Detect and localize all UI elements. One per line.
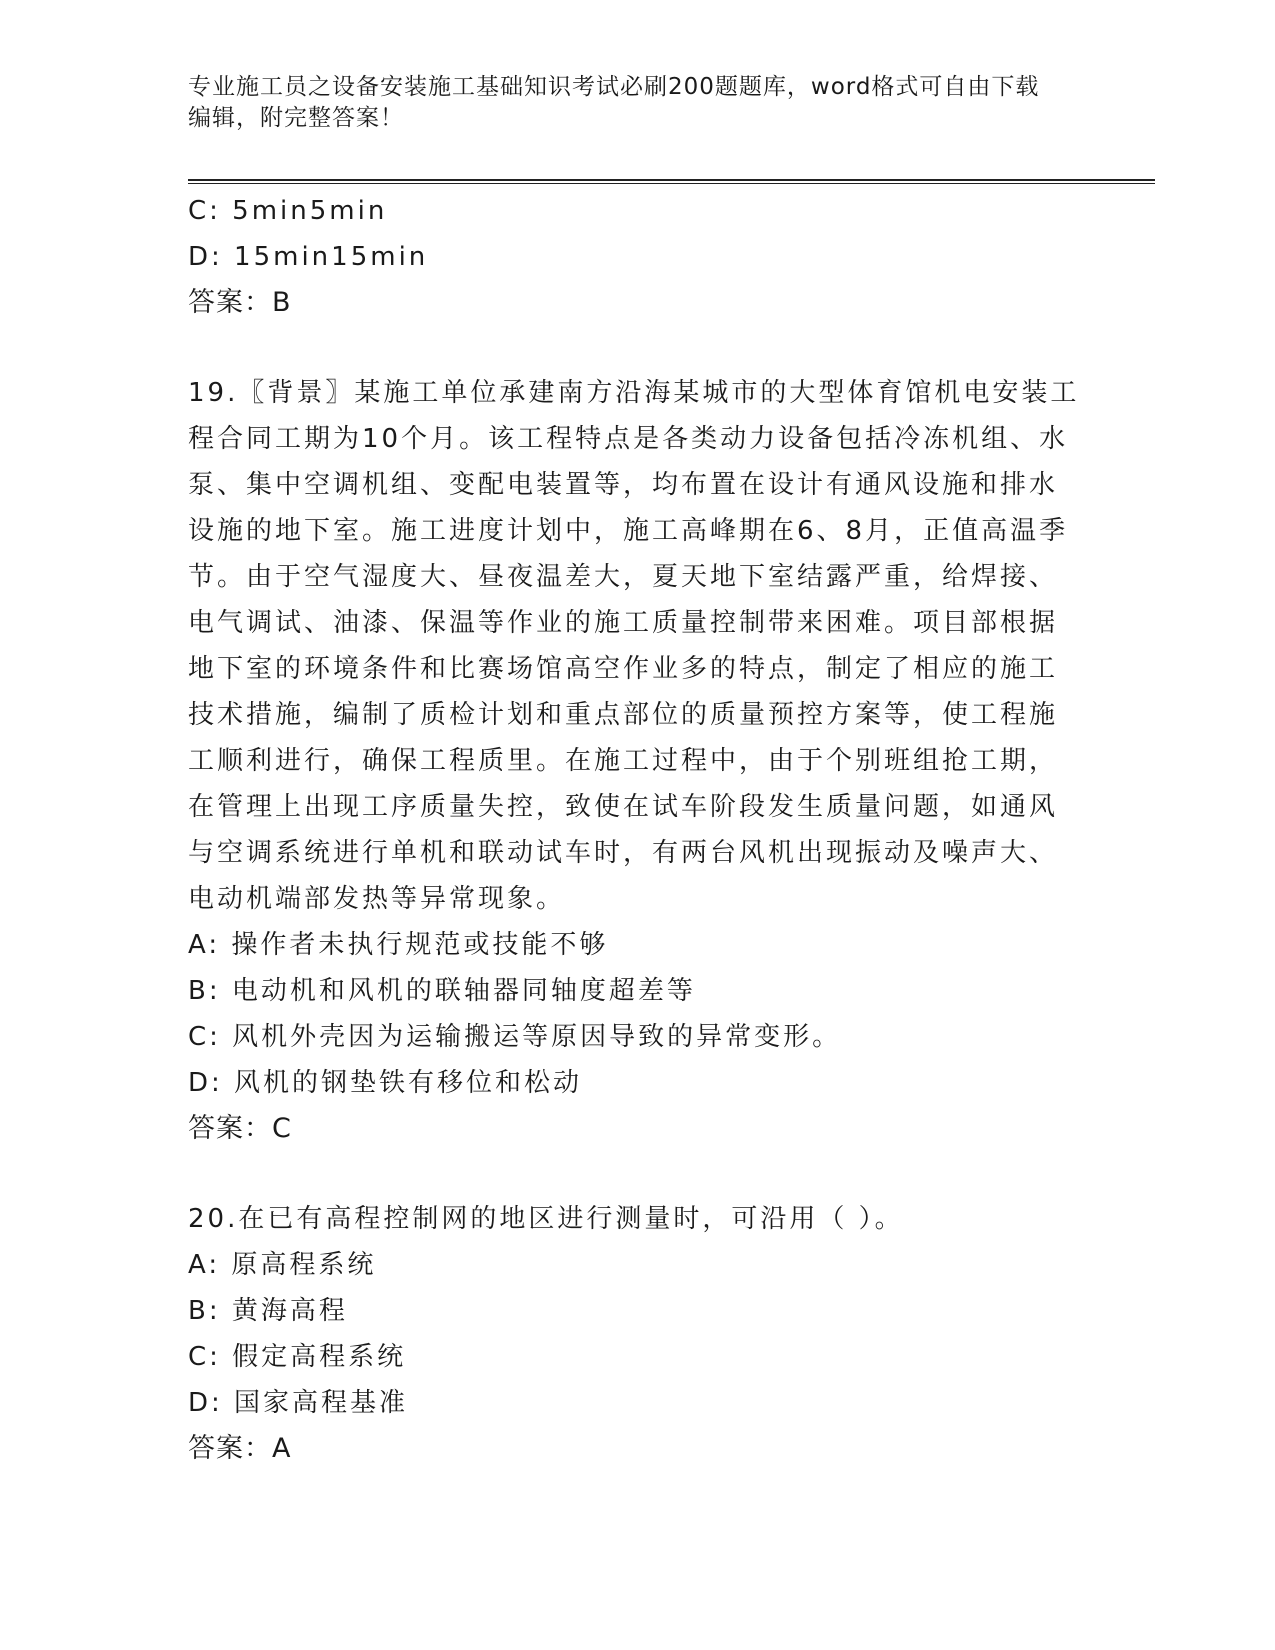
q20-option-a: A: 原高程系统 xyxy=(188,1250,377,1280)
q19-stem-line: 技术措施，编制了质检计划和重点部位的质量预控方案等，使工程施 xyxy=(188,700,1059,730)
q19-option-c: C: 风机外壳因为运输搬运等原因导致的异常变形。 xyxy=(188,1022,842,1052)
q20-option-d: D: 国家高程基准 xyxy=(188,1388,409,1418)
q18-answer: 答案：B xyxy=(188,287,292,318)
q19-stem-line: 程合同工期为10个月。该工程特点是各类动力设备包括冷冻机组、水 xyxy=(188,424,1069,454)
q18-option-d: D: 15min15min xyxy=(188,242,429,272)
q19-stem-line: 地下室的环境条件和比赛场馆高空作业多的特点，制定了相应的施工 xyxy=(188,654,1059,684)
q19-option-b: B: 电动机和风机的联轴器同轴度超差等 xyxy=(188,976,696,1006)
q20-answer: 答案：A xyxy=(188,1433,292,1464)
header-divider-thick xyxy=(188,179,1155,181)
q19-stem-line: 与空调系统进行单机和联动试车时，有两台风机出现振动及噪声大、 xyxy=(188,838,1059,868)
q19-stem-line: 设施的地下室。施工进度计划中，施工高峰期在6、8月，正值高温季 xyxy=(188,516,1069,546)
q19-stem-line: 工顺利进行，确保工程质里。在施工过程中，由于个别班组抢工期， xyxy=(188,746,1059,776)
q19-stem-line: 泵、集中空调机组、变配电装置等，均布置在设计有通风设施和排水 xyxy=(188,470,1059,500)
q19-stem-line: 19.〖背景〗某施工单位承建南方沿海某城市的大型体育馆机电安装工 xyxy=(188,378,1080,408)
q19-answer: 答案：C xyxy=(188,1113,292,1144)
q20-option-c: C: 假定高程系统 xyxy=(188,1342,407,1372)
q19-option-d: D: 风机的钢垫铁有移位和松动 xyxy=(188,1068,583,1098)
q19-stem-line: 电动机端部发热等异常现象。 xyxy=(188,884,566,914)
question-20 xyxy=(188,1196,1088,1472)
document-body xyxy=(188,188,1088,1472)
question-19 xyxy=(188,370,1088,1152)
q20-option-b: B: 黄海高程 xyxy=(188,1296,348,1326)
q19-stem-line: 电气调试、油漆、保温等作业的施工质量控制带来困难。项目部根据 xyxy=(188,608,1059,638)
header-line-2: 编辑，附完整答案！ xyxy=(188,105,404,131)
header-line-1: 专业施工员之设备安装施工基础知识考试必刷200题题库，word格式可自由下载 xyxy=(188,74,1040,100)
document-header xyxy=(188,72,1068,134)
header-divider-thin xyxy=(188,183,1155,184)
q18-option-c: C: 5min5min xyxy=(188,196,388,226)
q19-stem-line: 在管理上出现工序质量失控，致使在试车阶段发生质量问题，如通风 xyxy=(188,792,1059,822)
q19-stem-line: 节。由于空气湿度大、昼夜温差大，夏天地下室结露严重，给焊接、 xyxy=(188,562,1059,592)
q19-option-a: A: 操作者未执行规范或技能不够 xyxy=(188,930,609,960)
q20-stem: 20.在已有高程控制网的地区进行测量时，可沿用（ ）。 xyxy=(188,1204,904,1234)
question-18-tail xyxy=(188,188,1088,326)
